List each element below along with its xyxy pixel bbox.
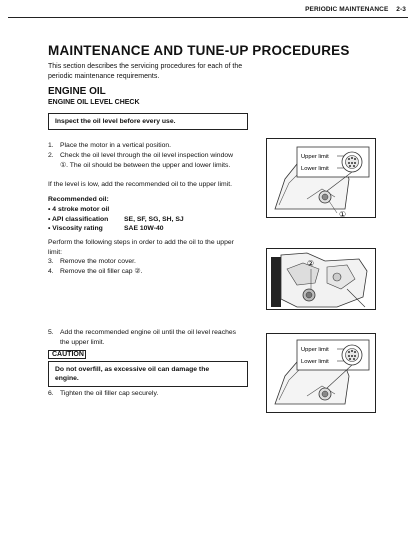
step-text: the upper limit. <box>60 338 105 346</box>
intro-text: This section describes the servicing procedures for each of the periodic maintenance requirements. <box>48 63 243 80</box>
engine-illustration <box>267 334 376 413</box>
lower-limit-label: Lower limit <box>301 359 329 365</box>
step-number: 4. <box>48 267 54 275</box>
engine-illustration <box>267 249 376 310</box>
step-1 <box>48 141 172 151</box>
step-3 <box>48 257 136 267</box>
low-level-note: If the level is low, add the recommended oil to the upper limit. <box>48 181 232 188</box>
step-2 <box>48 151 263 169</box>
recommended-oil-label: Recommended oil: <box>48 196 109 203</box>
perform-text: limit: <box>48 248 62 256</box>
step-number: 1. <box>48 142 54 149</box>
lower-limit-label: Lower limit <box>301 166 329 172</box>
step-number: 5. <box>48 329 54 336</box>
spec-row: • API classification SE, SF, SG, SH, SJ <box>48 215 184 223</box>
step-text: Remove the motor cover. <box>60 258 136 265</box>
step-text: Check the oil level through the oil level inspection window <box>60 152 234 159</box>
step-6 <box>48 389 159 399</box>
step-text: ①. The oil should be between the upper and lower limits. <box>60 161 231 169</box>
spec-list <box>48 205 184 234</box>
upper-limit-label: Upper limit <box>301 154 329 160</box>
header-page-number: 2-3 <box>396 6 406 13</box>
figure-oil-level-window <box>266 138 376 218</box>
spec-row: • 4 stroke motor oil <box>48 206 110 213</box>
callout-1: ① <box>339 210 347 218</box>
step-5 <box>48 328 263 346</box>
step-number: 6. <box>48 390 54 397</box>
upper-limit-label: Upper limit <box>301 347 329 353</box>
step-number: 2. <box>48 152 54 159</box>
step-text: Place the motor in a vertical position. <box>60 142 172 149</box>
caution-text: Do not overfill, as excessive oil can damage the <box>55 366 210 373</box>
step-number: 3. <box>48 258 54 265</box>
header-rule <box>8 17 408 18</box>
step-text: Add the recommended engine oil until the oil level reaches <box>60 329 237 336</box>
step-text: Remove the oil filler cap ②. <box>60 267 143 275</box>
figure-oil-filler-cap <box>266 248 376 310</box>
perform-text: Perform the following steps in order to add the oil to the upper <box>48 239 234 246</box>
header-section: PERIODIC MAINTENANCE <box>305 6 389 13</box>
page-title: MAINTENANCE AND TUNE-UP PROCEDURES <box>48 43 350 58</box>
notice-text: Inspect the oil level before every use. <box>55 118 176 125</box>
figure-oil-level-window-fill <box>266 333 376 413</box>
caution-text: engine. <box>55 375 79 382</box>
engine-block-dark <box>271 257 281 307</box>
notice-box <box>48 113 248 130</box>
caution-box <box>48 361 248 387</box>
caution-label: CAUTION <box>48 350 86 359</box>
step-4 <box>48 267 143 277</box>
step-text: Tighten the oil filler cap securely. <box>60 390 159 397</box>
spec-row: • Viscosity rating SAE 10W-40 <box>48 225 164 232</box>
section-heading: ENGINE OIL <box>48 86 106 97</box>
engine-illustration <box>267 139 376 218</box>
page-header <box>299 6 406 13</box>
subsection-heading: ENGINE OIL LEVEL CHECK <box>48 99 140 106</box>
callout-2: ② <box>307 259 315 268</box>
